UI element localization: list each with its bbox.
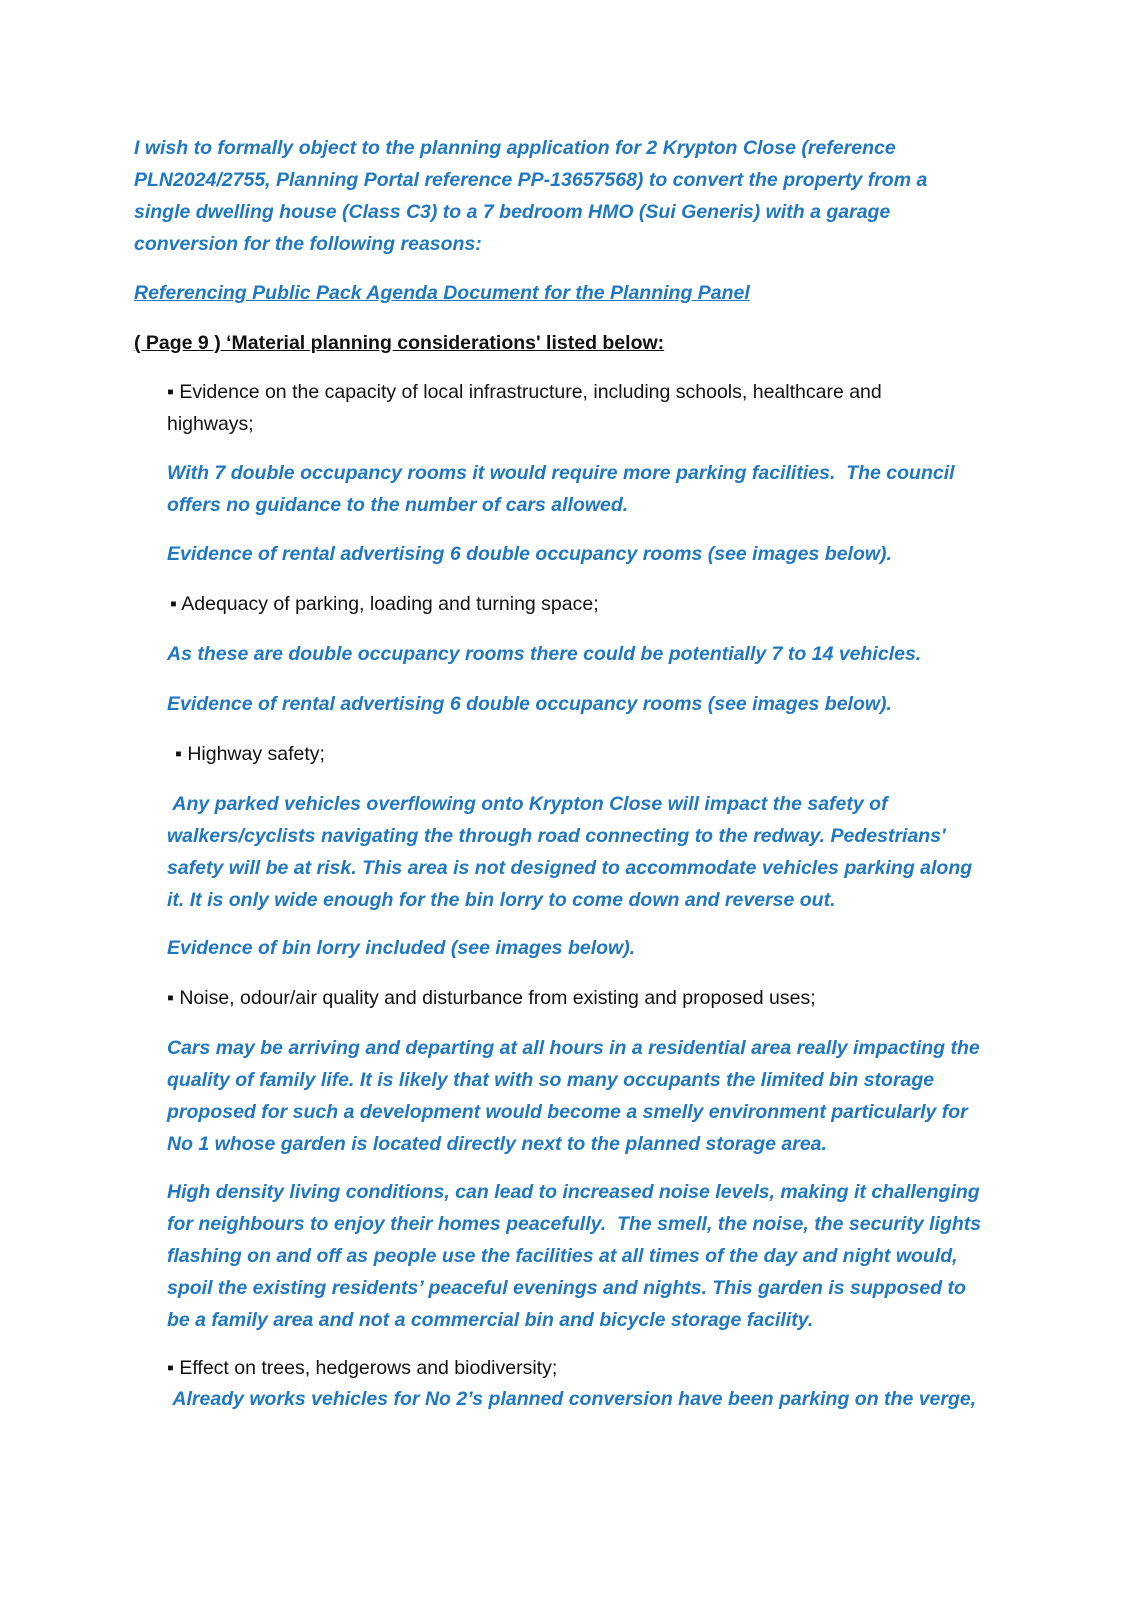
comment-vehicles: As these are double occupancy rooms there could be potentially 7 to 14 vehicles. [167,643,922,665]
bullet-noise: ▪ Noise, odour/air quality and disturbance from existing and proposed uses; [167,987,816,1009]
comment-evidence-rental-2: Evidence of rental advertising 6 double occupancy rooms (see images below). [167,693,892,715]
comment-verge: Already works vehicles for No 2’s planned conversion have been parking on the verge, [167,1388,977,1410]
comment-highway: Any parked vehicles overflowing onto Krypton Close will impact the safety of walkers/cyclists navigating the through road connecting to the redway. Pedestrians' safety will be at risk. This area is not designed to accommodate vehicles parking along it. It is only wide enough for the bin lorry to come down and reverse out. [167,793,978,911]
intro-paragraph: I wish to formally object to the planning application for 2 Krypton Close (reference PLN2024/2755, Planning Portal reference PP-13657568) to convert the property from a single dwelling house (Class C3) to a 7 bedroom HMO (Sui Generis) with a garage conversion for the following reasons: [134,137,933,255]
comment-evidence-bin: Evidence of bin lorry included (see images below). [167,937,636,959]
comment-occupancy: With 7 double occupancy rooms it would require more parking facilities. The council offers no guidance to the number of cars allowed. [167,462,960,516]
comment-evidence-rental-1: Evidence of rental advertising 6 double occupancy rooms (see images below). [167,543,892,565]
bullet-parking: ▪ Adequacy of parking, loading and turning space; [170,593,599,615]
bullet-trees: ▪ Effect on trees, hedgerows and biodiversity; [167,1357,558,1379]
section-heading: ( Page 9 ) ‘Material planning considerations' listed below: [134,332,665,354]
comment-density: High density living conditions, can lead to increased noise levels, making it challenging for neighbours to enjoy their homes peacefully. The smell, the noise, the security lights flashing on and off as people use the facilities at all times of the day and night would, spoil the existing residents’ peaceful evenings and nights. This garden is supposed to be a family area and not a commercial bin and bicycle storage facility. [167,1181,987,1331]
bullet-infrastructure: ▪ Evidence on the capacity of local infrastructure, including schools, healthcare and highways; [167,381,888,435]
reference-link[interactable]: Referencing Public Pack Agenda Document for the Planning Panel [134,282,750,304]
bullet-highway: ▪ Highway safety; [175,743,325,765]
comment-cars: Cars may be arriving and departing at all hours in a residential area really impacting the quality of family life. It is likely that with so many occupants the limited bin storage proposed for such a development would become a smelly environment particularly for No 1 whose garden is located directly next to the planned storage area. [167,1037,986,1155]
